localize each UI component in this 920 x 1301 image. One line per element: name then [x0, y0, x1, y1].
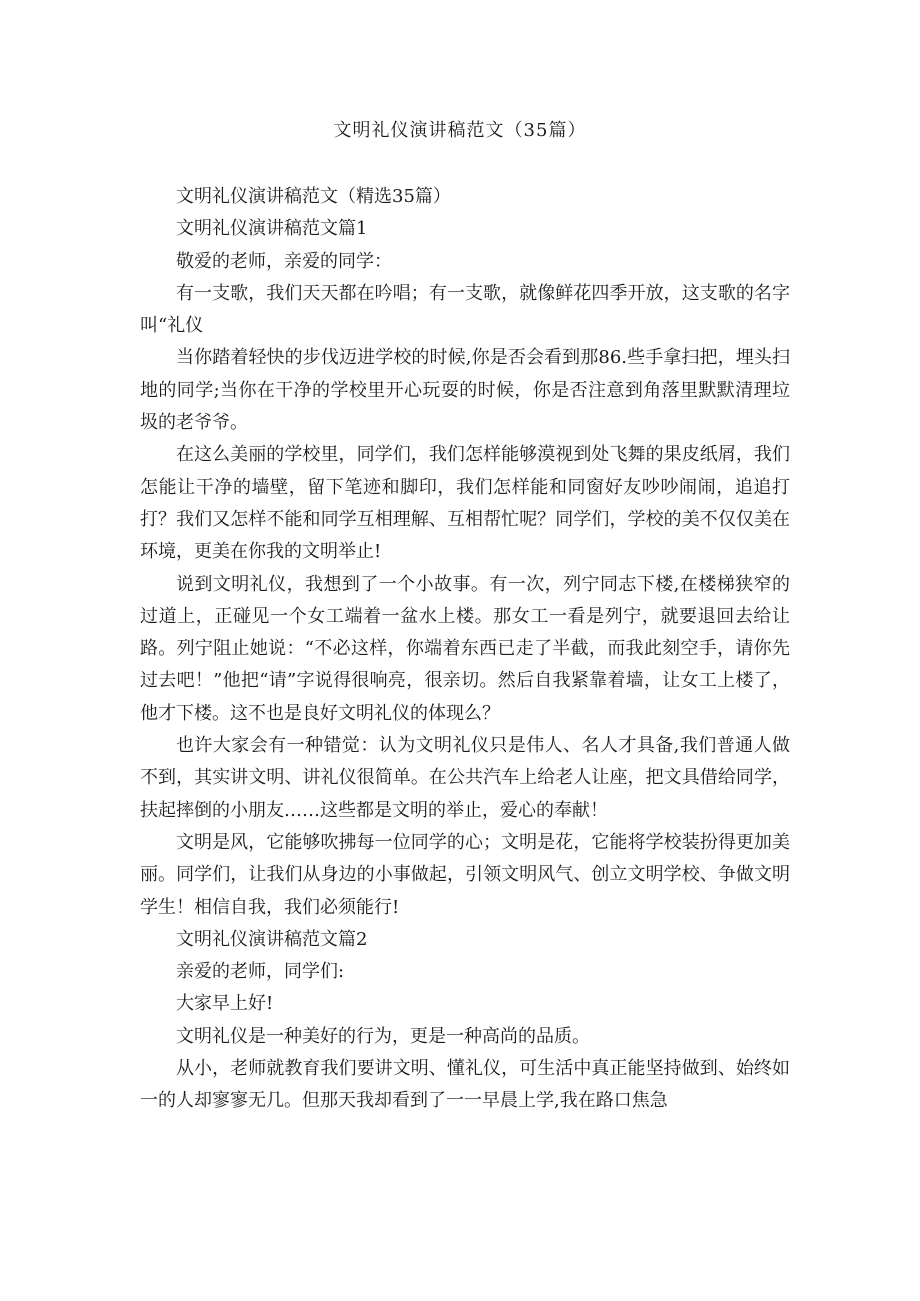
document-body	[140, 181, 790, 1118]
paragraph: 文明礼仪演讲稿范文篇2	[176, 928, 368, 950]
paragraph: 文明礼仪演讲稿范文篇1	[176, 218, 368, 240]
paragraph: 文明是风，它能够吹拂每一位同学的心；文明是花，它能将学校装扮得更加美丽。同学们，让我们从身边的小事做起，引领文明风气、创立文明学校、争做文明学生！相信自我，我们必须能行!	[140, 831, 790, 918]
paragraph: 敬爱的老师，亲爱的同学：	[176, 250, 392, 272]
paragraph: 说到文明礼仪，我想到了一个小故事。有一次，列宁同志下楼,在楼梯狭窄的过道上，正碰见一个女工端着一盆水上楼。那女工一看是列宁，就要退回去给让路。列宁阻止她说：“不必这样，你端着东西已走了半截，而我此刻空手，请你先过去吧！”他把“请”字说得很响亮，很亲切。然后自我紧靠着墙，让女工上楼了，他才下楼。这不也是良好文明礼仪的体现么？	[140, 573, 790, 724]
paragraph: 在这么美丽的学校里，同学们，我们怎样能够漠视到处飞舞的果皮纸屑，我们怎能让干净的墙壁，留下笔迹和脚印，我们怎样能和同窗好友吵吵闹闹，追追打打？我们又怎样不能和同学互相理解、互相帮忙呢？同学们，学校的美不仅仅美在环境，更美在你我的文明举止!	[140, 444, 790, 563]
paragraph: 当你踏着轻快的步伐迈进学校的时候,你是否会看到那86.些手拿扫把，埋头扫地的同学;当你在干净的学校里开心玩耍的时候，你是否注意到角落里默默清理垃圾的老爷爷。	[140, 347, 790, 434]
paragraph: 从小，老师就教育我们要讲文明、懂礼仪，可生活中真正能坚持做到、始终如一的人却寥寥无几。但那天我却看到了一一早晨上学,我在路口焦急	[140, 1058, 790, 1112]
paragraph: 也许大家会有一种错觉：认为文明礼仪只是伟人、名人才具备,我们普通人做不到，其实讲文明、讲礼仪很简单。在公共汽车上给老人让座，把文具借给同学，扶起摔倒的小朋友……这些都是文明的举止，爱心的奉献！	[140, 735, 790, 821]
document-title: 文明礼仪演讲稿范文（35篇）	[333, 120, 587, 141]
paragraph: 亲爱的老师，同学们:	[176, 961, 345, 983]
paragraph: 文明礼仪演讲稿范文（精选35篇）	[176, 186, 451, 207]
paragraph: 大家早上好!	[176, 993, 274, 1015]
paragraph: 有一支歌，我们天天都在吟唱；有一支歌，就像鲜花四季开放，这支歌的名字叫“礼仪	[140, 282, 790, 337]
paragraph: 文明礼仪是一种美好的行为，更是一种高尚的品质。	[176, 1025, 590, 1047]
